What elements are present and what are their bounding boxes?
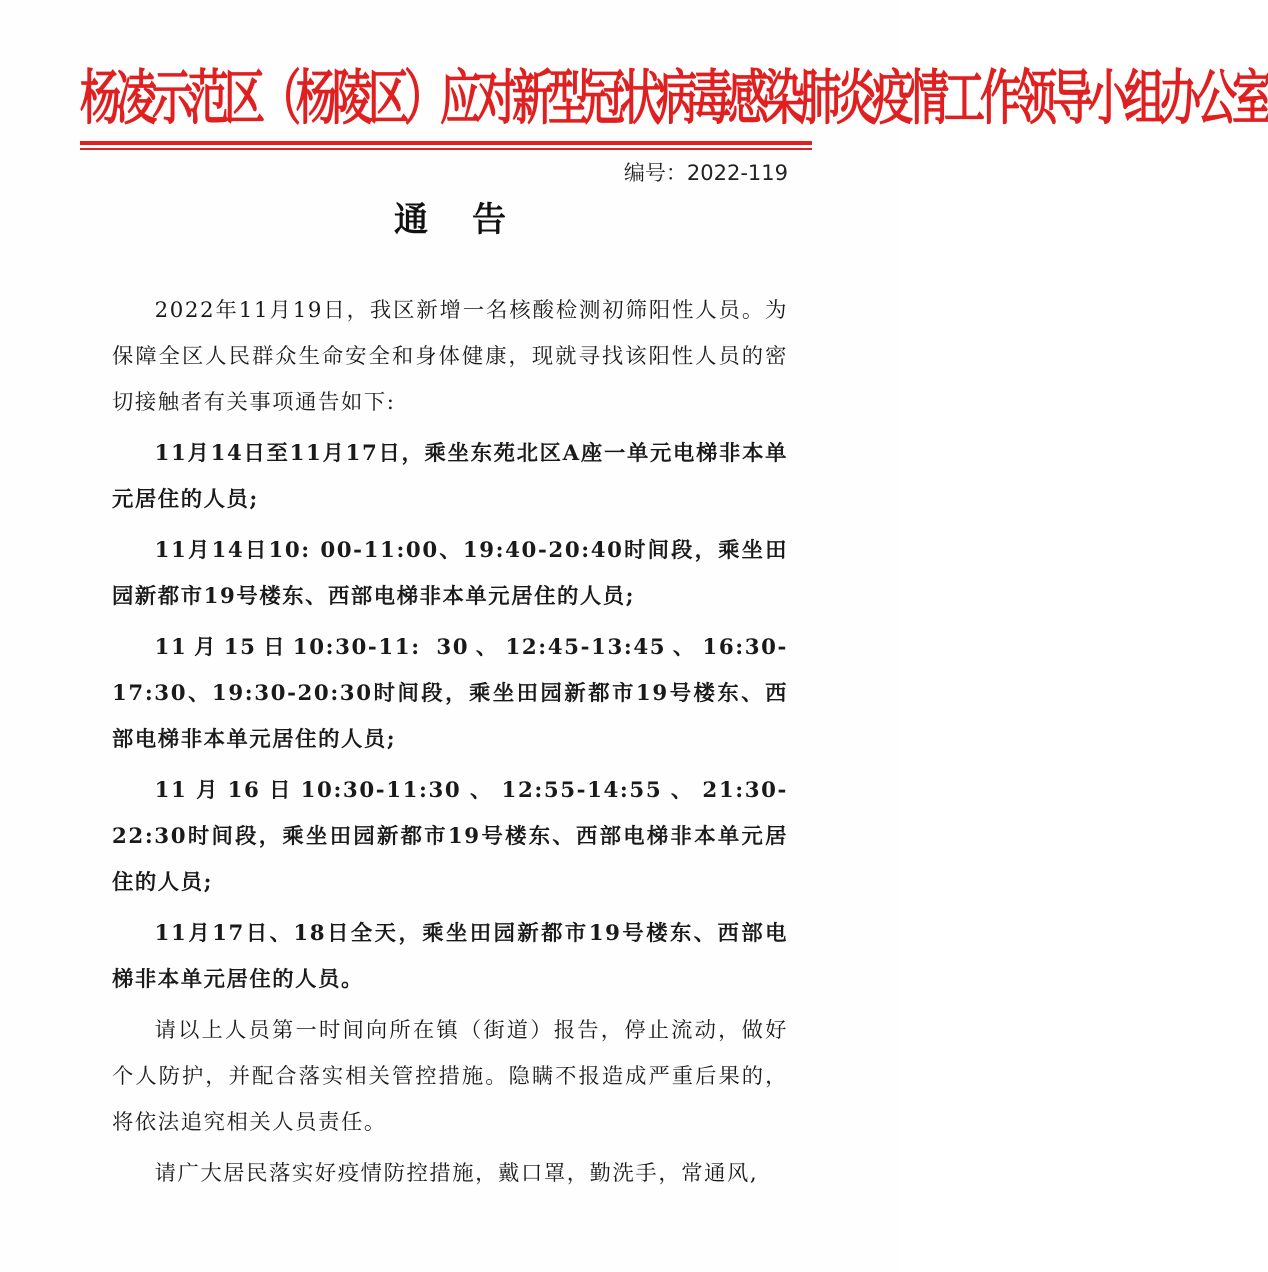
- document-body: [112, 288, 788, 1202]
- header-red-rule-thick: [80, 141, 812, 145]
- contact-item-2: 11月14日10: 00-11:00、19:40-20:40时间段，乘坐田园新都市19号楼东、西部电梯非本单元居住的人员;: [112, 538, 788, 609]
- closing-paragraph: 请广大居民落实好疫情防控措施，戴口罩，勤洗手，常通风,: [154, 1161, 759, 1186]
- issuing-office-title: 杨凌示范区（杨陵区）应对新型冠状病毒感染肺炎疫情工作领导小组办公室: [80, 63, 1268, 133]
- header-red-rule-thin: [80, 148, 812, 150]
- contact-item-4: 11月16日10:30-11:30、12:55-14:55、21:30-22:30时间段，乘坐田园新都市19号楼东、西部电梯非本单元居住的人员;: [112, 778, 788, 895]
- contact-item-3: 11月15日10:30-11: 30、12:45-13:45、16:30-17:30、19:30-20:30时间段，乘坐田园新都市19号楼东、西部电梯非本单元居住的人员;: [112, 635, 788, 752]
- document-title: 通告: [394, 200, 550, 240]
- document-number: 编号：2022-119: [623, 161, 788, 185]
- intro-paragraph: 2022年11月19日，我区新增一名核酸检测初筛阳性人员。为保障全区人民群众生命安全和身体健康，现就寻找该阳性人员的密切接触者有关事项通告如下:: [112, 298, 788, 415]
- contact-item-5: 11月17日、18日全天，乘坐田园新都市19号楼东、西部电梯非本单元居住的人员。: [112, 921, 788, 992]
- contact-item-1: 11月14日至11月17日，乘坐东苑北区A座一单元电梯非本单元居住的人员;: [112, 441, 788, 512]
- request-paragraph: 请以上人员第一时间向所在镇（街道）报告，停止流动，做好个人防护，并配合落实相关管控措施。隐瞒不报造成严重后果的，将依法追究相关人员责任。: [112, 1018, 788, 1135]
